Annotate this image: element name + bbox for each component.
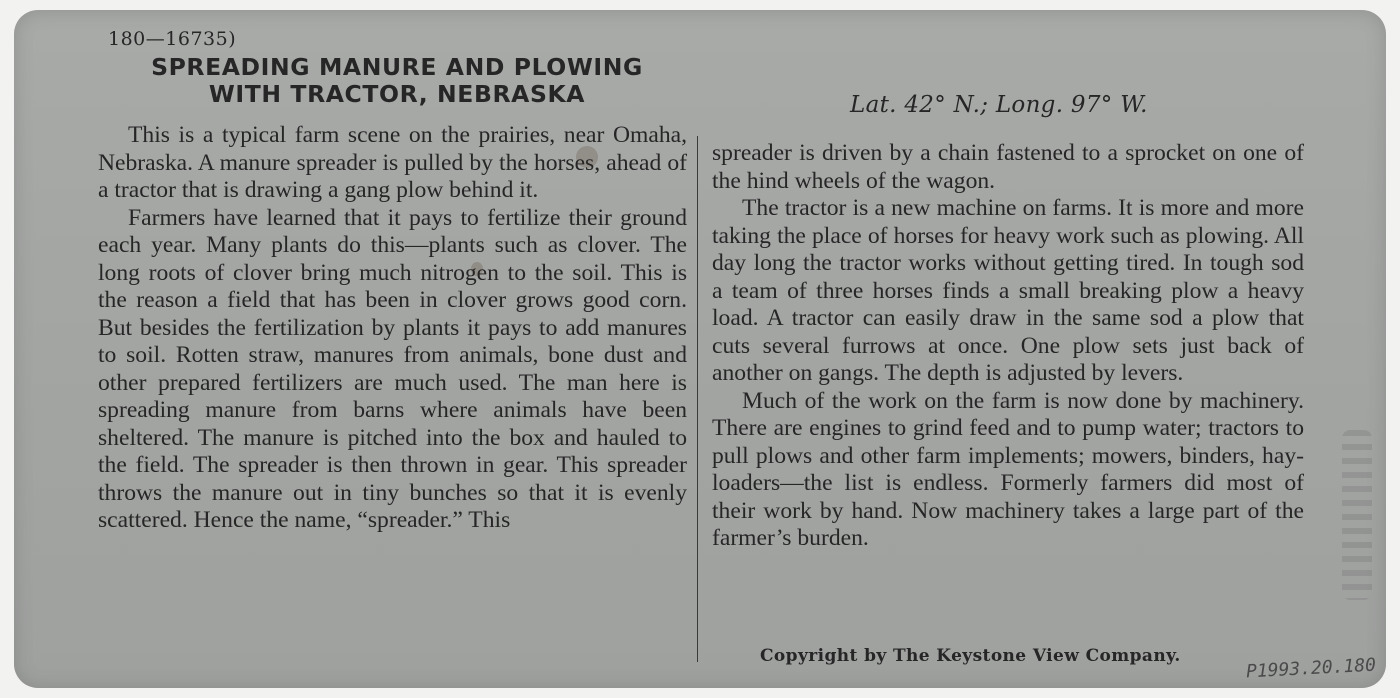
coordinates: Lat. 42° N.; Long. 97° W.	[850, 92, 1148, 118]
right-text-column	[712, 140, 1304, 553]
title-line-2: WITH TRACTOR, NEBRASKA	[208, 80, 586, 108]
paragraph: This is a typical farm scene on the prairies, near Omaha, Nebraska. A manure spreader is pulled by the horses, ahead of a tractor that is drawing a gang plow behind it.	[98, 122, 687, 203]
stereoview-card-back	[14, 10, 1386, 688]
paragraph: spreader is driven by a chain fastened to a sprocket on one of the hind wheels of the wagon.	[712, 140, 1304, 194]
title-line-1: SPREADING MANURE AND PLOWING	[151, 53, 643, 81]
column-divider	[697, 136, 698, 662]
edge-wear	[1342, 430, 1372, 600]
paragraph: The tractor is a new machine on farms. It is more and more taking the place of horses for heavy work such as plowing. All day long the tractor works without getting tired. In tough sod a team of three horses finds a small breaking plow a heavy load. A tractor can easily draw in the same sod a plow that cuts several furrows at once. One plow sets just back of another on gangs. The depth is adjusted by levers.	[712, 195, 1304, 386]
accession-number: P1993.20.180	[1245, 654, 1377, 683]
left-text-column	[98, 122, 687, 535]
paragraph: Much of the work on the farm is now done by machinery. There are engines to grind feed and to pump water; tractors to pull plows and other farm implements; mowers, binders, hay-loaders—the list is endless. Formerly farmers did most of their work by hand. Now machinery takes a large part of the farmer’s burden.	[712, 387, 1304, 551]
card-title	[102, 54, 692, 108]
catalog-number: 180—16735)	[108, 28, 237, 50]
paragraph: Farmers have learned that it pays to fertilize their ground each year. Many plants do this—plants such as clover. The long roots of clover bring much nitrogen to the soil. This is the reason a field that has been in clover grows good corn. But besides the fertilization by plants it pays to add manures to soil. Rotten straw, manures from animals, bone dust and other prepared fertilizers are much used. The man here is spreading manure from barns where animals have been sheltered. The manure is pitched into the box and hauled to the field. The spreader is then thrown in gear. This spreader throws the manure out in tiny bunches so that it is evenly scattered. Hence the name, “spreader.” This	[98, 204, 687, 533]
copyright-line: Copyright by The Keystone View Company.	[760, 646, 1181, 666]
